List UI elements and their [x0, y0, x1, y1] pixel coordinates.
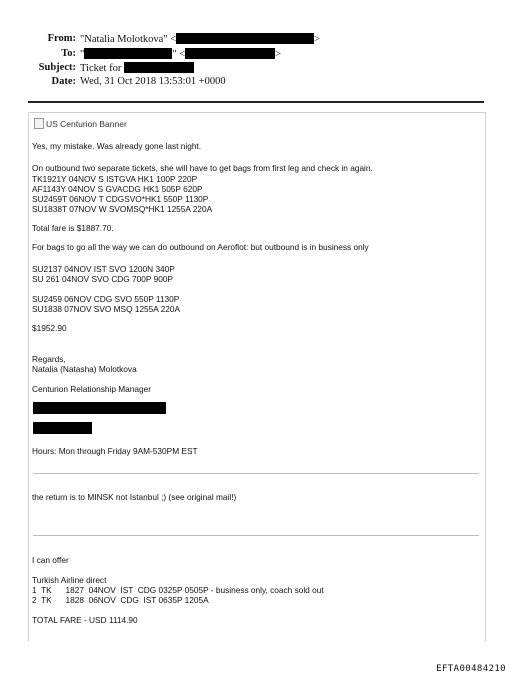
total-fare: $1952.90 — [32, 323, 67, 333]
redaction-bar — [84, 48, 172, 59]
offer-line: I can offer — [32, 555, 69, 565]
bags-note: For bags to go all the way we can do outbound on Aeroflot: but outbound is in business only — [32, 242, 369, 252]
body-line: Yes, my mistake. Was already gone last night. — [32, 141, 202, 151]
offer-itinerary-line: 1 TK 1827 04NOV IST CDG 0325P 0505P - business only, coach sold out — [32, 585, 324, 595]
itinerary-line: SU1838 07NOV SVO MSQ 1255A 220A — [32, 304, 181, 314]
reply-line: the return is to MINSK not Istanbul ;) (see original mail!) — [32, 492, 237, 502]
redaction-bar — [33, 402, 166, 414]
reply-divider — [33, 535, 479, 536]
from-value — [80, 33, 320, 45]
itinerary-line: SU 261 04NOV SVO CDG 700P 900P — [32, 274, 173, 284]
subject-value — [80, 62, 194, 74]
itinerary-line: SU1838T 07NOV W SVOMSQ*HK1 1255A 220A — [32, 204, 213, 214]
to-quote: " — [80, 49, 85, 60]
airline-line: Turkish Airline direct — [32, 575, 107, 585]
itinerary-line: SU2137 04NOV IST SVO 1200N 340P — [32, 264, 175, 274]
broken-image-icon — [34, 118, 44, 129]
itinerary-line: AF1143Y 04NOV S GVACDG HK1 505P 620P — [32, 184, 203, 194]
banner-image — [34, 118, 127, 129]
redaction-bar — [185, 48, 275, 59]
signoff: Regards, — [32, 354, 66, 364]
subject-label: Subject: — [38, 62, 76, 73]
itinerary-line: SU2459 06NOV CDG SVO 550P 1130P — [32, 294, 180, 304]
redaction-bar — [176, 33, 314, 44]
date-value: Wed, 31 Oct 2018 13:53:01 +0000 — [80, 76, 226, 87]
document-id: EFTA00484210 — [436, 664, 506, 674]
to-value — [80, 48, 281, 60]
itinerary-line: SU2459T 06NOV T CDGSVO*HK1 550P 1130P — [32, 194, 209, 204]
total-fare: TOTAL FARE - USD 1114.90 — [32, 615, 138, 625]
reply-divider — [33, 473, 479, 474]
date-label: Date: — [51, 76, 76, 87]
to-end: > — [275, 49, 282, 60]
signature-name: Natalia (Natasha) Molotkova — [32, 364, 137, 374]
outbound-intro: On outbound two separate tickets, she will have to get bags from first leg and check in again. — [32, 163, 373, 173]
offer-itinerary-line: 2 TK 1828 06NOV CDG IST 0635P 1205A — [32, 595, 209, 605]
total-fare: Total fare is $1887.70. — [32, 223, 114, 233]
banner-alt-text: US Centurion Banner — [46, 118, 127, 129]
from-end: > — [314, 34, 321, 45]
redaction-bar — [124, 62, 194, 73]
header-divider — [28, 101, 484, 103]
to-label: To: — [61, 48, 76, 59]
itinerary-line: TK1921Y 04NOV S ISTGVA HK1 100P 220P — [32, 174, 198, 184]
from-label: From: — [47, 33, 76, 44]
signature-role: Centurion Relationship Manager — [32, 384, 151, 394]
redaction-bar — [33, 422, 92, 434]
from-name: "Natalia Molotkova" < — [80, 34, 177, 45]
to-mid: " < — [172, 49, 186, 60]
hours: Hours: Mon through Friday 9AM-530PM EST — [32, 446, 198, 456]
subject-text: Ticket for — [80, 63, 122, 74]
